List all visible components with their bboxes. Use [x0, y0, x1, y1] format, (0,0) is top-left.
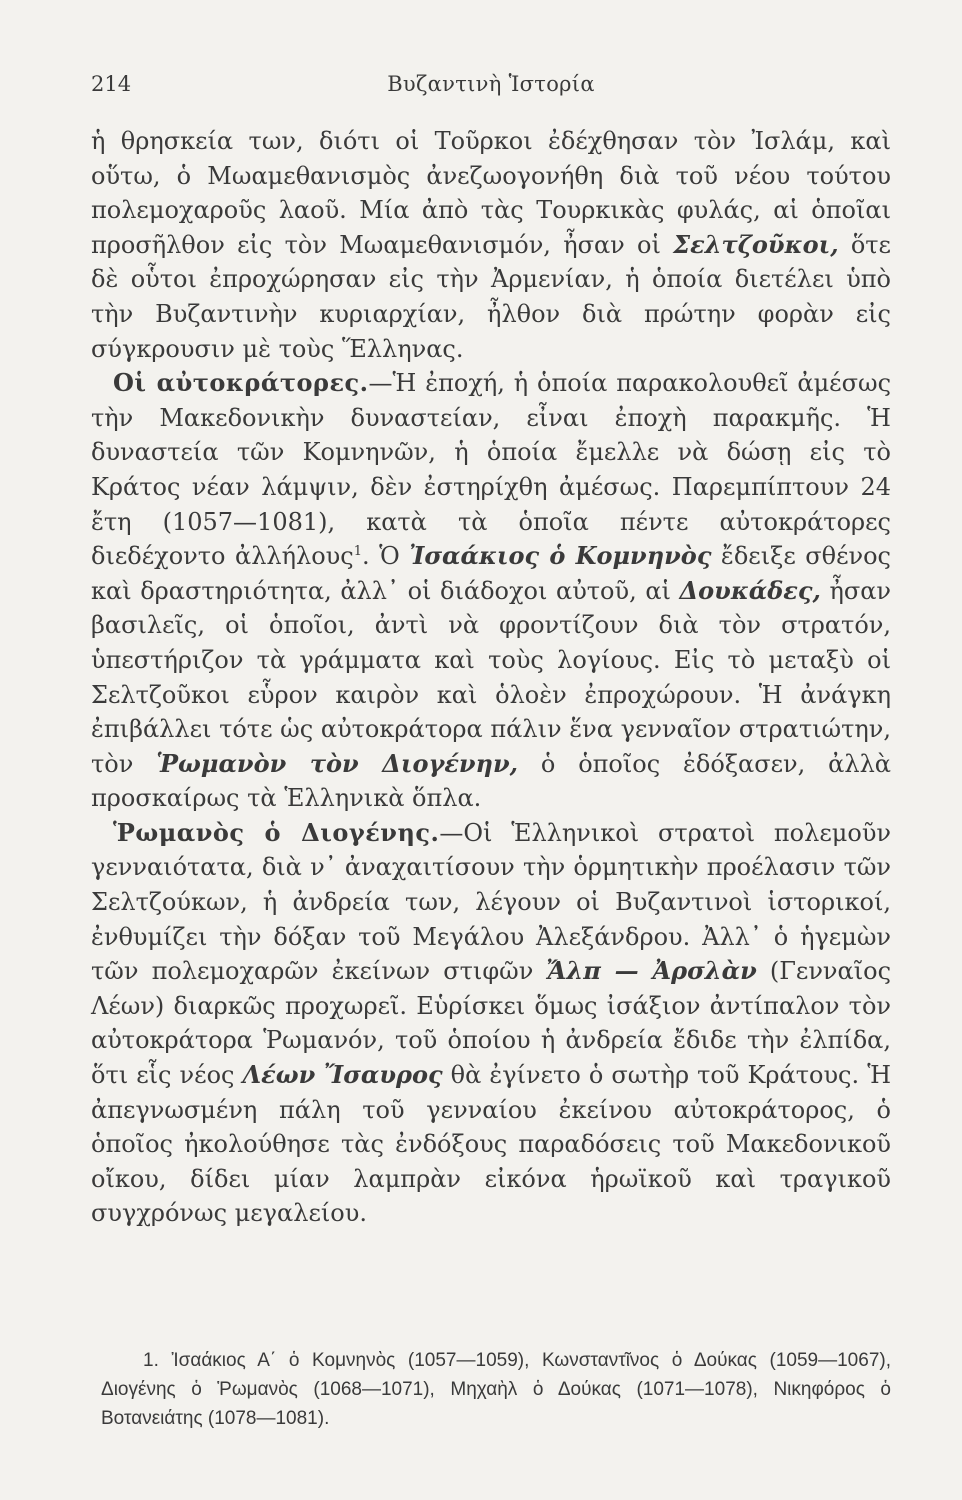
footnote-reference[interactable]: 1: [353, 544, 362, 560]
section-heading: Ῥωμανὸς ὁ Διογένης.: [113, 817, 440, 847]
footnote: [101, 1346, 891, 1433]
text-run: ἔδειξε σθένος καὶ δραστηριότητα, ἀλλ᾽ οἱ διάδοχοι αὐτοῦ, αἱ: [91, 542, 892, 605]
text-run: ἦσαν βασιλεῖς, οἱ ὁποῖοι, ἀντὶ νὰ φροντίζουν διὰ τὸν στρατόν, ὑπεστήριζον τὰ γράμματα καὶ τοὺς λογίους. Εἰς τὸ μεταξὺ οἱ Σελτζοῦκοι εὗρον καιρὸν καὶ ὁλοὲν ἐπροχώρουν. Ἡ ἀνάγκη ἐπιβάλλει τότε ὡς αὐτοκράτορα πάλιν ἕνα γενναῖον στρατιώτην, τὸν: [91, 576, 891, 778]
footnote-paragraph: [101, 1346, 891, 1433]
text-run: —Οἱ Ἑλληνικοὶ στρατοὶ πολεμοῦν γενναιότατα, διὰ ν᾽ ἀναχαιτίσουν τὴν ὁρμητικὴν προέλασιν τῶν Σελτζούκων, ἡ ἀνδρεία των, λέγουν οἱ Βυζαντινοὶ ἱστορικοί, ἐνθυμίζει τὴν δόξαν τοῦ Μεγάλου Ἀλεξάνδρου. Ἀλλ᾽ ὁ ἡγεμὼν τῶν πολεμοχαρῶν ἐκείνων στιφῶν: [91, 818, 892, 986]
section-heading: Οἱ αὐτοκράτορες.: [113, 368, 369, 398]
text-run: ὅτε δὲ οὗτοι ἐπροχώρησαν εἰς τὴν Ἀρμενίαν, ἡ ὁποία διετέλει ὑπὸ τὴν Βυζαντινὴν κυριαρχίαν, ἦλθον διὰ πρώτην φορὰν εἰς σύγκρουσιν μὲ τοὺς Ἕλληνας.: [91, 230, 891, 363]
footnote-number: 1.: [143, 1350, 159, 1371]
running-title: Βυζαντινὴ Ἱστορία: [387, 72, 595, 96]
proper-name: Ῥωμανὸν τὸν Διογένην,: [156, 748, 519, 778]
proper-name: Ἰσαάκιος ὁ Κομνηνὸς: [409, 541, 712, 571]
footnote-text: Ἰσαάκιος Α΄ ὁ Κομνηνὸς (1057—1059), Κωνσταντῖνος ὁ Δούκας (1059—1067), Διογένης ὁ Ῥωμανὸς (1068—1071), Μηχαὴλ ὁ Δούκας (1071—1078), Νικηφόρος ὁ Βοτανειάτης (1078—1081).: [101, 1350, 891, 1429]
page-number: 214: [91, 72, 132, 96]
proper-name: Σελτζοῦκοι,: [673, 229, 839, 259]
text-run: ἡ θρησκεία των, διότι οἱ Τοῦρκοι ἐδέχθησαν τὸν Ἰσλάμ, καὶ οὕτω, ὁ Μωαμεθανισμὸς ἀνεζωογονήθη διὰ τοῦ νέου τούτου πολεμοχαροῦς λαοῦ. Μία ἀπὸ τὰς Τουρκικὰς φυλάς, αἱ ὁποῖαι προσῆλθον εἰς τὸν Μωαμεθανισμόν, ἦσαν οἱ: [91, 127, 891, 259]
page-header: [91, 72, 891, 108]
paragraph: [91, 816, 891, 1231]
body-text: [91, 124, 891, 1231]
proper-name: Δουκάδες,: [679, 575, 821, 605]
paragraph: [91, 124, 891, 366]
text-run: ὁ ὁποῖος ἐδόξασεν, ἀλλὰ προσκαίρως τὰ Ἑλληνικὰ ὅπλα.: [91, 749, 891, 813]
text-run: —Ἡ ἐποχή, ἡ ὁποία παρακολουθεῖ ἀμέσως τὴν Μακεδονικὴν δυναστείαν, εἶναι ἐποχὴ παρακμῆς. Ἡ δυναστεία τῶν Κομνηνῶν, ἡ ὁποία ἔμελλε νὰ δώσῃ εἰς τὸ Κράτος νέαν λάμψιν, δὲν ἐστηρίχθη ἀμέσως. Παρεμπίπτουν 24 ἔτη (1057—1081), κατὰ τὰ ὁποῖα πέντε αὐτοκράτορες διεδέχοντο ἀλλήλους: [91, 369, 892, 571]
text-run: (Γενναῖος Λέων) διαρκῶς προχωρεῖ. Εὑρίσκει ὅμως ἰσάξιον ἀντίπαλον τὸν αὐτοκράτορα Ῥωμανόν, τοῦ ὁποίου ἡ ἀνδρεία ἔδιδε τὴν ἐλπίδα, ὅτι εἷς νέος: [91, 957, 892, 1090]
proper-name: Ἄλπ — Ἀρσλὰν: [546, 956, 757, 986]
paragraph: [91, 366, 891, 816]
text-run: . Ὁ: [361, 542, 410, 571]
proper-name: Λέων Ἴσαυρος: [242, 1060, 443, 1090]
text-run: θὰ ἐγίνετο ὁ σωτὴρ τοῦ Κράτους. Ἡ ἀπεγνωσμένη πάλη τοῦ γενναίου ἐκείνου αὐτοκράτορος, ὁ ὁποῖος ἠκολούθησε τὰς ἐνδόξους παραδόσεις τοῦ Μακεδονικοῦ οἴκου, δίδει μίαν λαμπρὰν εἰκόνα ἡρωϊκοῦ καὶ τραγικοῦ συγχρόνως μεγαλείου.: [91, 1061, 892, 1228]
